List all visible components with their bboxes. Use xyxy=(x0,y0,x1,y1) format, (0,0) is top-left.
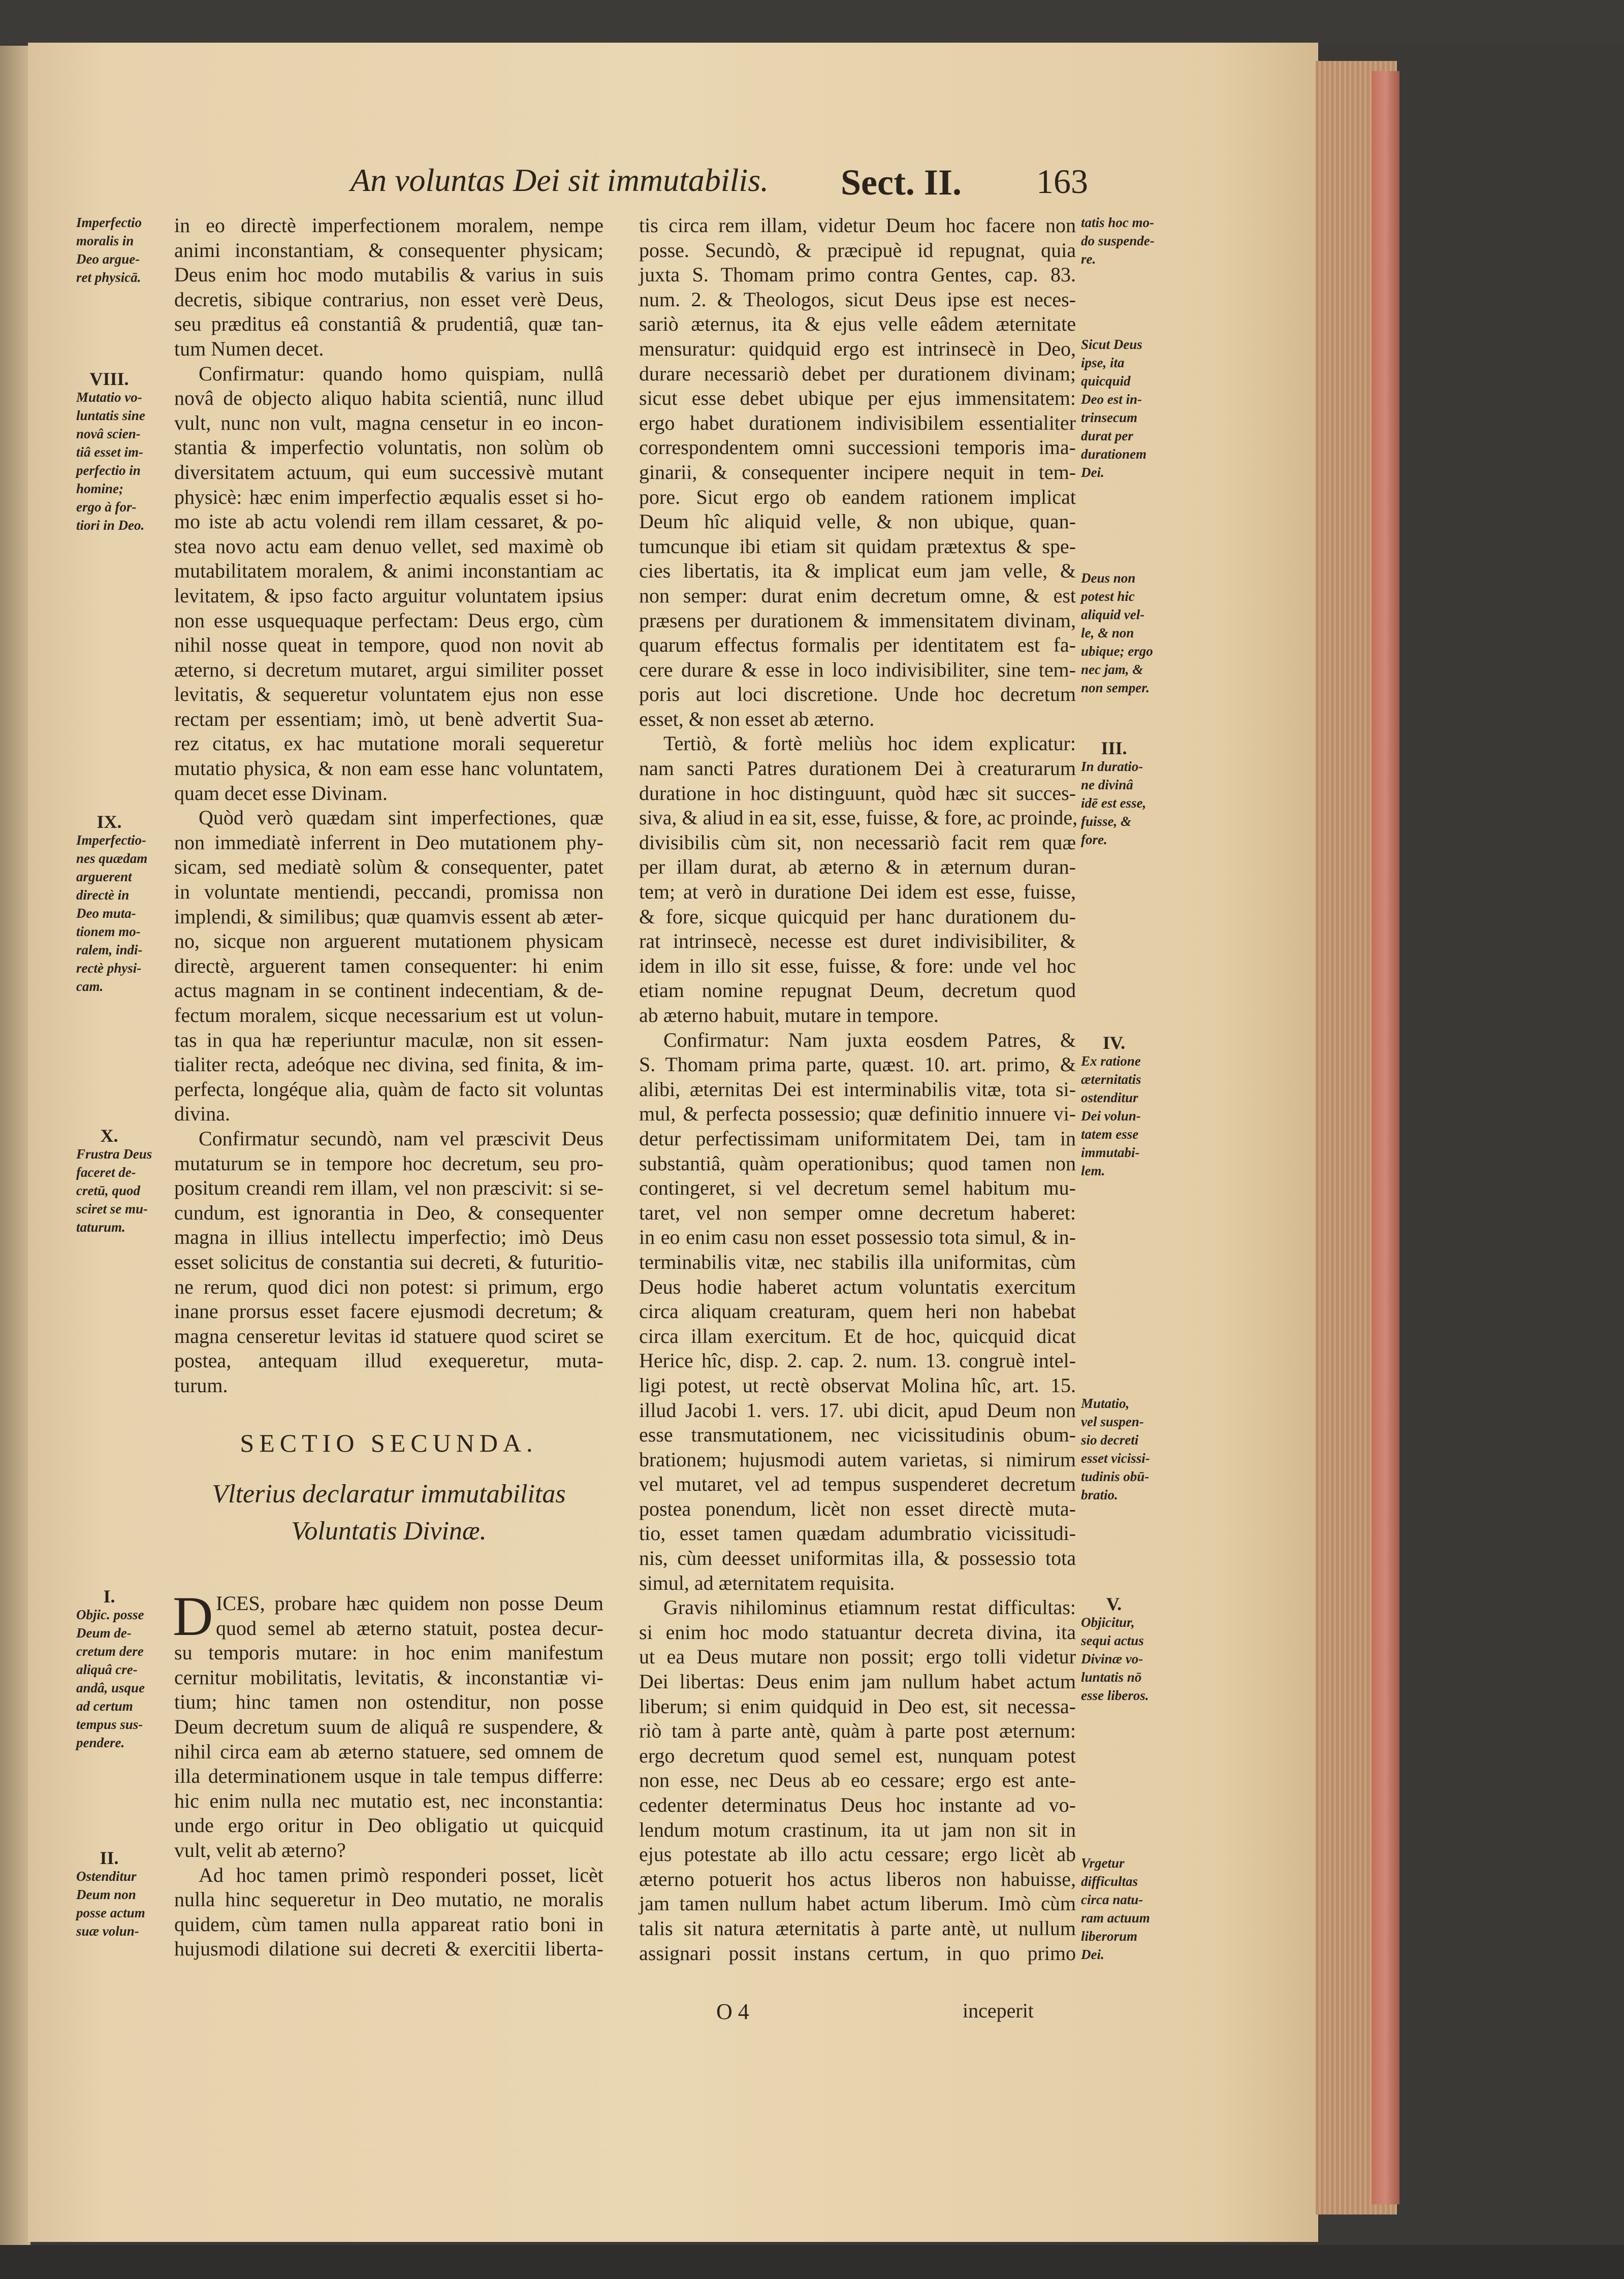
signature-mark: O 4 xyxy=(716,1999,749,2024)
text-line: divisibilis cùm sit, non necessariò facit rem quæ xyxy=(639,830,1076,854)
text-line: rez citatus, ex hac mutatione morali sequeretur xyxy=(174,732,603,755)
margin-note-line: tiâ esset im- xyxy=(76,444,143,460)
text-line: levitatis, & sequeretur voluntatem ejus non esse xyxy=(174,683,603,706)
text-line: implendi, & similibus; quæ quamvis essent ab æter- xyxy=(174,905,603,928)
text-line: postea, antequam illud exequeretur, muta- xyxy=(174,1349,603,1372)
text-line: Dei libertas: Deus enim jam nullum habet actum xyxy=(639,1670,1076,1693)
text-line: substantiâ, quàm operationibus; quod tamen non xyxy=(639,1151,1076,1175)
text-line: contingeret, si vel decretum semel habitum mu- xyxy=(639,1176,1076,1200)
margin-note xyxy=(76,370,178,534)
text-line: magna in illius intellectu imperfectio; imò Deus xyxy=(174,1226,603,1249)
margin-note xyxy=(76,1587,178,1752)
text-line: ab æterno habuit, mutare in tempore. xyxy=(639,1004,939,1026)
text-line: cies libertatis, ita & implicat eum jam velle, & xyxy=(639,559,1076,583)
text-line: terminabilis vitæ, nec stabilis illa uniformitas, cùm xyxy=(639,1250,1076,1273)
text-line: stea novo actu eam denuo vellet, sed maximè ob xyxy=(174,534,603,558)
text-line: nam sancti Patres durationem Dei à creaturarum xyxy=(639,757,1076,780)
margin-note-number: VIII. xyxy=(89,369,129,389)
margin-note-line: tatem esse xyxy=(1081,1127,1139,1142)
text-line: postea ponendum, licèt non esset directè muta- xyxy=(639,1497,1076,1520)
text-line: quod semel ab æterno statuit, postea decur- xyxy=(216,1616,603,1640)
text-line: & fore, sicque quicquid per hanc durationem du- xyxy=(639,905,1076,928)
margin-note-line: circa natu- xyxy=(1081,1892,1143,1907)
text-line: tialiter recta, adeóque nec divina, sed finita, & im- xyxy=(174,1053,603,1076)
margin-note-line: Dei. xyxy=(1081,465,1104,480)
text-line: cere durare & esse in loco indivisibiliter, sine tem- xyxy=(639,658,1076,681)
margin-note-line: Deo muta- xyxy=(76,906,136,921)
text-line: circa aliquam creaturam, quem heri non habebat xyxy=(639,1300,1076,1323)
margin-note-line: ostenditur xyxy=(1081,1090,1138,1105)
text-line: ejus potestate ab illo actu cessare; ergo licèt ab xyxy=(639,1843,1076,1866)
margin-note xyxy=(1081,569,1183,697)
text-line: sicam, sed mediatè solùm & consequenter, patet xyxy=(174,855,603,879)
margin-note-line: cretum dere xyxy=(76,1644,144,1659)
margin-note xyxy=(76,1127,178,1236)
text-line: ergo decretum quod semel est, nunquam potest xyxy=(639,1744,1076,1767)
text-line: Tertiò, & fortè meliùs hoc idem explicatur: xyxy=(663,732,1076,755)
red-page-edge xyxy=(1372,71,1399,2204)
text-line: assignari possit instans certum, in quo primo xyxy=(639,1941,1076,1965)
text-line: liberum; si enim quidquid in Deo est, sit necessa- xyxy=(639,1694,1076,1718)
margin-note xyxy=(76,813,178,996)
text-line: mutaturum se in tempore hoc decretum, seu pro- xyxy=(174,1151,603,1175)
margin-note xyxy=(1081,1394,1183,1504)
text-line: sicut esse debet ubique per ejus immensitatem: xyxy=(639,387,1076,410)
text-line: non semper: durat enim decretum omne, & est xyxy=(639,584,1076,607)
text-line: tio, esset tamen quædam adumbratio vicissitudi- xyxy=(639,1522,1076,1545)
section-body xyxy=(173,1585,603,1962)
margin-note-number: I. xyxy=(103,1586,115,1607)
text-line: correspondentem omni successioni temporis ima- xyxy=(639,436,1076,459)
text-line: esset, & non esset ab æterno. xyxy=(639,707,875,730)
text-line: si enim hoc modo statuantur decreta divina, ita xyxy=(639,1620,1076,1644)
text-line: nihil nosse queat in tempore, quod non novit ab xyxy=(174,633,603,657)
text-line: tumcunque ibi etiam sit quidam prætextus & spe- xyxy=(639,534,1076,558)
text-line: Ad hoc tamen primò responderi posset, licèt xyxy=(199,1863,603,1886)
margin-note-line: arguerent xyxy=(76,869,132,884)
margin-note-line: cam. xyxy=(76,979,104,994)
text-line: cernitur mobilitatis, levitatis, & inconstantiæ vi- xyxy=(174,1665,603,1689)
margin-note xyxy=(1081,1034,1183,1180)
text-line: nihil circa eam ab æterno statuere, sed omnem de xyxy=(174,1740,603,1763)
margin-note-line: ubique; ergo xyxy=(1081,644,1153,659)
text-line: æterno potuerit hos actus liberos non habuisse, xyxy=(639,1867,1076,1890)
margin-note-line: lem. xyxy=(1081,1163,1105,1178)
margin-note-line: Deo est in- xyxy=(1081,392,1142,407)
margin-note-line: Ostenditur xyxy=(76,1869,137,1884)
text-line: Gravis nihilominus etiamnum restat difficultas: xyxy=(663,1596,1076,1619)
margin-note-number: IX. xyxy=(97,812,122,832)
margin-note-line: re. xyxy=(1081,251,1096,267)
text-line: præsens per durationem & immensitatem divinam, xyxy=(639,608,1076,632)
text-line: Confirmatur: quando homo quispiam, nullâ xyxy=(199,362,603,385)
text-line: ergo habet durationem indivisibilem essentialiter xyxy=(639,411,1076,434)
right-column xyxy=(639,213,1076,1966)
margin-note-line: luntatis nō xyxy=(1081,1670,1142,1685)
text-line: Deum hîc aliquid velle, & non ubique, quan- xyxy=(639,510,1076,533)
margin-note-line: trinsecum xyxy=(1081,410,1138,425)
margin-note-line: Divinæ vo- xyxy=(1081,1651,1143,1666)
margin-note-line: suæ volun- xyxy=(76,1923,139,1939)
margin-note-line: Deum de- xyxy=(76,1625,132,1641)
margin-note-line: Vrgetur xyxy=(1081,1855,1125,1871)
margin-note-line: sciret se mu- xyxy=(76,1201,148,1216)
text-line: non immediatè inferrent in Deo mutationem phy- xyxy=(174,830,603,854)
margin-note-line: ipse, ita xyxy=(1081,355,1125,370)
text-line: positum creandi rem illam, vel non præscivit: si se- xyxy=(174,1176,603,1200)
text-line: Deum decretum suum de aliquâ re suspendere, & xyxy=(174,1715,603,1738)
text-line: tas in qua hæ reperiuntur maculæ, non sit essen- xyxy=(174,1028,603,1051)
text-line: etiam nomine repugnat Deum, decretum quod xyxy=(639,979,1076,1002)
text-line: cundum, est ignorantia in Deo, & consequenter xyxy=(174,1201,603,1224)
text-line: perfecta, longéque alia, quàm de facto sit voluntas xyxy=(174,1077,603,1101)
text-line: vult, nunc non vult, magna censetur in eo incon- xyxy=(174,411,603,434)
section-label: Sect. II. xyxy=(841,162,962,203)
text-line: Confirmatur: Nam juxta eosdem Patres, & xyxy=(663,1028,1076,1051)
margin-note-line: Objicitur, xyxy=(1081,1615,1135,1630)
margin-note-line: tiori in Deo. xyxy=(76,518,145,533)
running-title: An voluntas Dei sit immutabilis. xyxy=(351,162,769,198)
page-number: 163 xyxy=(1036,162,1088,201)
text-line: Deus enim hoc modo mutabilis & varius in suis xyxy=(174,263,603,286)
text-line: actus magnam in se continent indecentiam, & de- xyxy=(174,979,603,1002)
text-line: quarum effectus formalis per identitatem est fa- xyxy=(639,633,1076,657)
text-line: ne rerum, quod dici non potest: si primum, ergo xyxy=(174,1275,603,1298)
text-line: hic enim nulla nec mutatio est, nec inconstantia: xyxy=(174,1789,603,1812)
margin-note-number: III. xyxy=(1101,738,1127,758)
text-line: levitatem, & ipso facto arguitur voluntatem ipsius xyxy=(174,584,603,607)
text-line: decretis, sibique contrarius, non esset verè Deus, xyxy=(174,287,603,311)
margin-note-line: le, & non xyxy=(1081,625,1134,640)
text-line: in voluntate mentiendi, peccandi, promissa non xyxy=(174,880,603,904)
catchword: inceperit xyxy=(963,1999,1034,2022)
text-line: mensuratur: quidquid ergo est intrinsecè in Deo, xyxy=(639,337,1076,360)
margin-note xyxy=(1081,1854,1183,1964)
margin-note-line: æternitatis xyxy=(1081,1072,1141,1087)
margin-note-line: Imperfectio- xyxy=(76,832,146,848)
text-line: poris aut loci discretione. Unde hoc decretum xyxy=(639,683,1076,706)
margin-note-line: directè in xyxy=(76,887,130,903)
margin-note-line: homine; xyxy=(76,481,124,496)
margin-note-line: tudinis obū- xyxy=(1081,1469,1150,1484)
text-line: quidem, cùm tamen nulla appareat ratio boni in xyxy=(174,1912,603,1936)
margin-note xyxy=(1081,335,1183,482)
margin-note-line: taturum. xyxy=(76,1219,125,1235)
margin-note-line: ad certum xyxy=(76,1698,133,1714)
text-line: duratione in hoc distinguunt, quòd hæc sit succes- xyxy=(639,781,1076,805)
text-line: jam tamen nullum habet actum liberum. Imò cùm xyxy=(639,1892,1076,1915)
text-line: illa determinationem usque in tale tempus differre: xyxy=(174,1764,603,1788)
text-line: æterno, si decretum mutaret, argui similiter posset xyxy=(174,658,603,681)
text-line: simul, ad æternitatem requisita. xyxy=(639,1571,895,1594)
section-heading: SECTIO SECUNDA. xyxy=(240,1429,538,1457)
text-line: seu præditus eâ constantiâ & prudentiâ, quæ tan- xyxy=(174,312,603,336)
margin-note-line: Deo argue- xyxy=(76,251,140,267)
margin-note-line: Frustra Deus xyxy=(76,1146,152,1162)
text-line: Deus hodie haberet actum voluntatis exercitum xyxy=(639,1275,1076,1298)
margin-note-line: sio decreti xyxy=(1081,1432,1139,1448)
margin-note-line: Imperfectio xyxy=(76,215,142,230)
margin-note-line: idē est esse, xyxy=(1081,795,1147,811)
margin-note xyxy=(1081,213,1183,268)
section-subtitle-line-2: Voluntatis Divinæ. xyxy=(291,1517,487,1546)
text-line: animi inconstantiam, & consequenter physicam; xyxy=(174,238,603,262)
margin-note-line: rectè physi- xyxy=(76,960,142,976)
text-line: juxta S. Thomam primo contra Gentes, cap. 83. xyxy=(639,263,1076,286)
text-line: su temporis mutare: in hoc enim manifestum xyxy=(174,1641,603,1664)
margin-note xyxy=(76,1849,178,1940)
text-line: vel mutaret, vel ad tempus suspenderet decretum xyxy=(639,1472,1076,1496)
margin-note-line: tatis hoc mo- xyxy=(1081,215,1155,230)
text-line: non esse usquequaque perfectam: Deus ergo, cùm xyxy=(174,608,603,632)
margin-note-line: Deus non xyxy=(1081,570,1136,586)
margin-note-line: Mutatio vo- xyxy=(76,390,142,405)
section-subtitle-line-1: Vlterius declaratur immutabilitas xyxy=(212,1480,566,1508)
text-line: brationem; hujusmodi autem varietas, si nimirum xyxy=(639,1448,1076,1471)
margin-note-line: moralis in xyxy=(76,233,134,248)
text-line: rectam per essentiam; imò, ut benè advertit Sua- xyxy=(174,707,603,730)
margin-note-number: II. xyxy=(100,1848,119,1868)
text-line: esse transmutationem, nec vicissitudinis obum- xyxy=(639,1423,1076,1447)
text-line: illud Jacobi 1. vers. 17. ubi dicit, apud Deum non xyxy=(639,1398,1076,1422)
text-line: divina. xyxy=(174,1102,230,1126)
text-line: no, sicque non arguerent mutationem physicam xyxy=(174,929,603,953)
text-line: circa illam exercitum. Et de hoc, quicquid dicat xyxy=(639,1324,1076,1347)
margin-note-line: bratio. xyxy=(1081,1487,1118,1502)
text-line: mutabilitatem moralem, & animi inconstantiam ac xyxy=(174,559,603,583)
margin-note-line: nec jam, & xyxy=(1081,662,1143,677)
margin-note-line: durat per xyxy=(1081,428,1133,443)
text-line: lendum motum crastinum, ita ut jam non sit in xyxy=(639,1818,1076,1841)
margin-note-line: tempus sus- xyxy=(76,1717,143,1732)
text-line: esset solicitus de constantia sui decreti, & futuritio- xyxy=(174,1250,603,1273)
margin-note-line: sequi actus xyxy=(1081,1633,1144,1648)
text-line: detur perfectissimam uniformitatem Dei, tam in xyxy=(639,1127,1076,1150)
margin-note-line: Dei. xyxy=(1081,1947,1104,1962)
margin-note-line: posse actum xyxy=(76,1905,145,1920)
text-line: S. Thomam prima parte, quæst. 10. art. primo, & xyxy=(639,1053,1076,1076)
text-line: riò tam à parte antè, quàm à parte post æternum: xyxy=(639,1719,1076,1743)
text-line: turum. xyxy=(174,1373,228,1397)
margin-note-number: IV. xyxy=(1102,1033,1126,1053)
margin-note-line: fore. xyxy=(1081,832,1107,847)
text-line: mutatio physica, & non eam esse hanc voluntatem, xyxy=(174,757,603,780)
text-line: vult, velit ab æterno? xyxy=(174,1838,346,1861)
text-line: ligi potest, ut rectè observat Molina hîc, art. 15. xyxy=(639,1373,1076,1397)
text-line: novâ de objecto aliquo habita scientiâ, nunc illud xyxy=(174,387,603,410)
margin-note-line: tionem mo- xyxy=(76,924,141,939)
text-line: nis, cùm deesset uniformitas illa, & possessio tota xyxy=(639,1547,1076,1570)
text-line: physicè: hæc enim imperfectio æqualis esset si ho- xyxy=(174,485,603,508)
margin-note-line: faceret de- xyxy=(76,1165,136,1180)
text-line: Quòd verò quædam sint imperfectiones, quæ xyxy=(199,806,603,829)
text-line: in eo directè imperfectionem moralem, nempe xyxy=(174,214,603,237)
margin-note-number: V. xyxy=(1106,1594,1122,1614)
margin-note-line: aliquâ cre- xyxy=(76,1662,138,1677)
margin-note-line: Deum non xyxy=(76,1887,136,1902)
margin-note-line: immutabi- xyxy=(1081,1145,1140,1160)
margin-note-line: aliquid vel- xyxy=(1081,607,1145,622)
margin-note-line: ret physicā. xyxy=(76,270,141,285)
text-line: magna censeretur levitas id statuere quod sciret se xyxy=(174,1324,603,1347)
margin-note-line: esse liberos. xyxy=(1081,1688,1149,1703)
margin-note-line: In duratio- xyxy=(1081,759,1143,774)
margin-note-line: difficultas xyxy=(1081,1874,1138,1889)
text-line: stantia & imperfectio voluntatis, non solùm ob xyxy=(174,436,603,459)
text-line: idem in illo sit esse, fuisse, & fore: unde vel hoc xyxy=(639,954,1076,977)
text-line: fectum moralem, sicque necessarium est ut volun- xyxy=(174,1004,603,1026)
margin-note-line: Ex ratione xyxy=(1081,1053,1141,1069)
text-line: sariò æternus, ita & ejus velle eâdem æternitate xyxy=(639,312,1076,336)
text-line: ginarii, & consequenter incipere nequit in tem- xyxy=(639,460,1076,484)
text-line: Confirmatur secundò, nam vel præscivit Deus xyxy=(199,1127,603,1150)
margin-note-line: Sicut Deus xyxy=(1081,337,1142,352)
margin-note xyxy=(76,213,178,286)
text-line: cedenter determinatus Deus hoc instante ad vo- xyxy=(639,1793,1076,1816)
text-line: tis circa rem illam, videtur Deum hoc facere non xyxy=(639,214,1076,237)
margin-note-line: andâ, usque xyxy=(76,1680,145,1695)
left-column xyxy=(174,213,603,1398)
text-line: per illam durat, ab æterno & in æternum duran- xyxy=(639,855,1076,879)
text-line: unde ergo oritur in Deo obligatio ut quicquid xyxy=(174,1814,603,1837)
text-line: talis sit natura æternitatis à parte antè, ut nullum xyxy=(639,1916,1076,1940)
margin-note-line: durationem xyxy=(1081,446,1147,462)
scanner-background-bottom xyxy=(0,2245,1624,2279)
margin-note-line: non semper. xyxy=(1081,680,1150,695)
margin-note-number: X. xyxy=(100,1126,118,1146)
text-line: hujusmodi dilatione sui decreti & exercitii liberta- xyxy=(174,1937,603,1961)
margin-note-line: ergo à for- xyxy=(76,499,137,515)
scanner-background-top xyxy=(0,0,1624,44)
margin-note-line: nes quædam xyxy=(76,851,148,866)
text-line: in eo enim casu non esset possessio tota simul, & in- xyxy=(639,1226,1076,1249)
margin-note-line: esset vicissi- xyxy=(1081,1451,1150,1466)
text-line: durare necessariò debet per durationem divinam; xyxy=(639,362,1076,385)
margin-note-line: Dei volun- xyxy=(1081,1108,1141,1124)
text-line: directè, arguerent tamen consequenter: hi enim xyxy=(174,954,603,977)
margin-note-line: luntatis sine xyxy=(76,408,145,423)
text-line: tum Numen decet. xyxy=(174,337,324,360)
margin-note-line: perfectio in xyxy=(76,463,141,478)
text-line: pore. Sicut ergo ob eandem rationem implicat xyxy=(639,485,1076,508)
text-line: ICES, probare hæc quidem non posse Deum xyxy=(216,1592,603,1615)
text-line: ut ea Deus mutare non possit; ergo tolli videtur xyxy=(639,1645,1076,1668)
text-line: Herice hîc, disp. 2. cap. 2. num. 13. congruè intel- xyxy=(639,1349,1076,1372)
text-line: non esse, nec Deus ab eo cessare; ergo est ante- xyxy=(639,1769,1076,1792)
margin-note-line: ne divinâ xyxy=(1081,777,1133,792)
margin-note-line: fuisse, & xyxy=(1081,814,1132,829)
text-line: taret, vel non semper omne decretum haberet: xyxy=(639,1201,1076,1224)
margin-note-line: ralem, indi- xyxy=(76,942,143,957)
margin-note-line: ram actuum xyxy=(1081,1910,1150,1925)
text-line: rat intrinsecè, necesse est duret indivisibiliter, & xyxy=(639,929,1076,953)
text-line: diversitatem actuum, qui eum successivè mutant xyxy=(174,460,603,484)
margin-note xyxy=(1081,1595,1183,1705)
text-line: mo iste ab actu volendi rem illam cessaret, & po- xyxy=(174,510,603,533)
text-line: siva, & aliud in ea sit, esse, fuisse, & fore, ac proinde, xyxy=(639,806,1078,829)
margin-note-line: cretū, quod xyxy=(76,1183,141,1198)
text-line: posse. Secundò, & præcipuè id repugnat, quia xyxy=(639,238,1076,262)
margin-note-line: novâ scien- xyxy=(76,426,141,441)
text-line: inane prorsus esset facere ejusmodi decretum; & xyxy=(174,1300,603,1323)
drop-cap: D xyxy=(173,1585,213,1647)
text-line: tium; hinc tamen non ostenditur, non posse xyxy=(174,1690,603,1714)
text-line: alibi, æternitas Dei est interminabilis vitæ, tota si- xyxy=(639,1077,1076,1101)
text-line: tem; at verò in duratione Dei idem est esse, fuisse, xyxy=(639,880,1076,904)
margin-note-line: Mutatio, xyxy=(1081,1396,1130,1411)
margin-note-line: do suspende- xyxy=(1081,233,1155,248)
margin-note-line: potest hic xyxy=(1081,589,1135,604)
margin-note-line: Objic. posse xyxy=(76,1607,144,1622)
margin-note xyxy=(1081,739,1183,849)
margin-note-line: vel suspen- xyxy=(1081,1414,1144,1429)
margin-note-line: liberorum xyxy=(1081,1929,1138,1944)
text-line: mul, & perfecta possessio; quæ definitio innuere vi- xyxy=(639,1102,1076,1126)
margin-note-line: quicquid xyxy=(1081,373,1131,389)
text-line: num. 2. & Theologos, sicut Deus ipse est neces- xyxy=(639,287,1076,311)
text-line: nulla hinc sequeretur in Deo mutatio, ne moralis xyxy=(174,1888,603,1911)
previous-page-edge xyxy=(0,46,30,2245)
text-line: quam decet esse Divinam. xyxy=(174,781,388,805)
margin-note-line: pendere. xyxy=(76,1735,125,1750)
